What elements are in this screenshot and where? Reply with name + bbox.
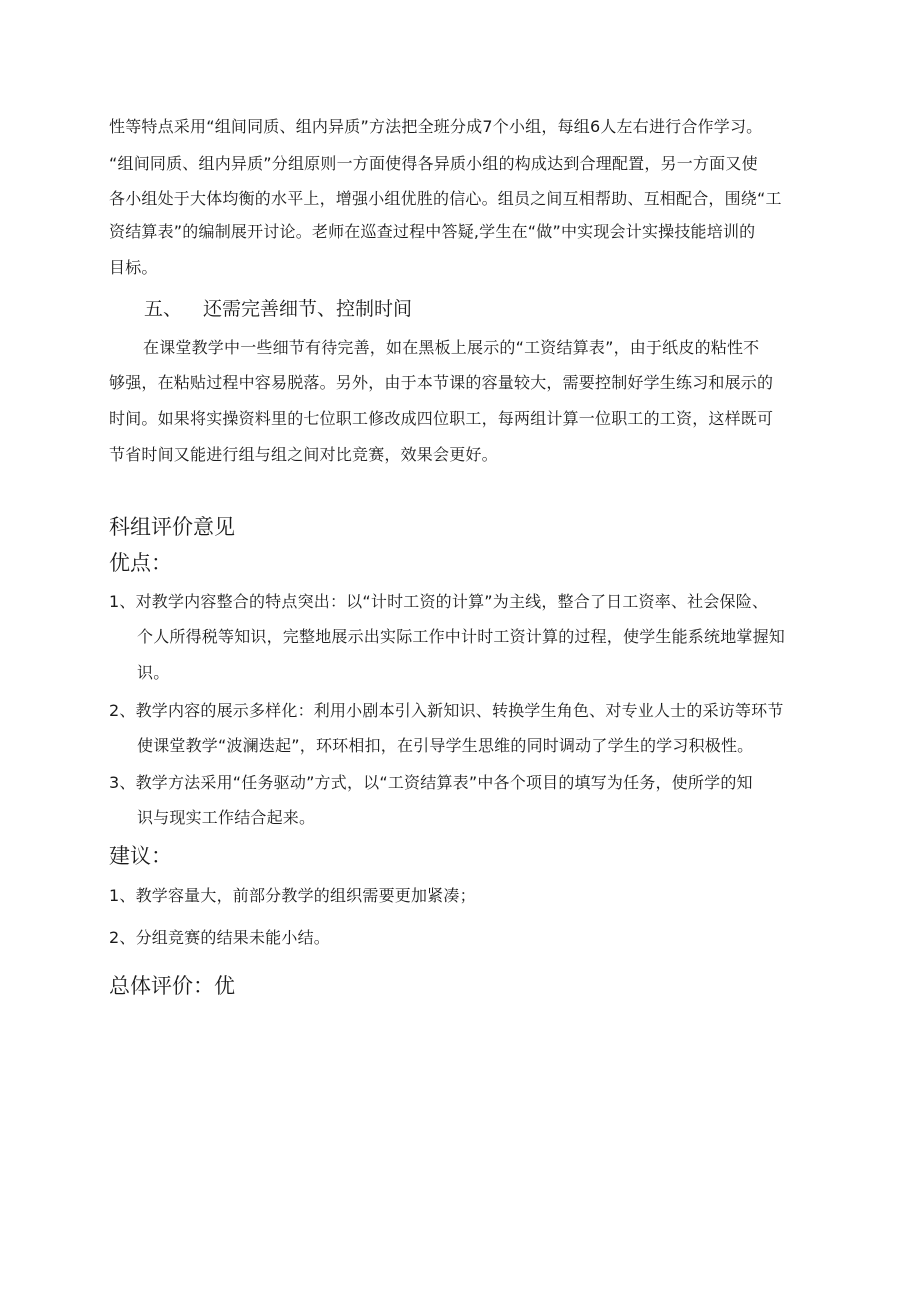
paragraph-line: 性等特点采用“组间同质、组内异质”方法把全班分成7个小组，每组6人左右进行合作学习。 bbox=[109, 117, 763, 136]
paragraph-line: 节省时间又能进行组与组之间对比竞赛，效果会更好。 bbox=[109, 445, 498, 464]
section-title: 还需完善细节、控制时间 bbox=[203, 298, 413, 320]
strengths-label: 优点： bbox=[109, 551, 172, 575]
list-item: 1、教学容量大，前部分教学的组织需要更加紧凑； bbox=[109, 886, 476, 905]
list-item: 3、教学方法采用“任务驱动”方式，以“工资结算表”中各个项目的填写为任务，使所学的知 bbox=[109, 773, 753, 792]
list-item: 2、教学内容的展示多样化：利用小剧本引入新知识、转换学生角色、对专业人士的采访等环节 bbox=[109, 701, 784, 720]
paragraph-line: 在课堂教学中一些细节有待完善，如在黑板上展示的“工资结算表”，由于纸皮的粘性不 bbox=[143, 338, 760, 357]
paragraph-line: “组间同质、组内异质”分组原则一方面使得各异质小组的构成达到合理配置，另一方面又使 bbox=[109, 154, 758, 173]
list-item-continuation: 个人所得税等知识，完整地展示出实际工作中计时工资计算的过程，使学生能系统地掌握知 bbox=[137, 627, 786, 646]
evaluation-title: 科组评价意见 bbox=[109, 515, 235, 539]
list-item-continuation: 使课堂教学“波澜迭起”，环环相扣，在引导学生思维的同时调动了学生的学习积极性。 bbox=[137, 736, 754, 755]
paragraph-line: 够强，在粘贴过程中容易脱落。另外，由于本节课的容量较大，需要控制好学生练习和展示的 bbox=[109, 373, 774, 392]
paragraph-line: 资结算表”的编制展开讨论。老师在巡查过程中答疑,学生在“做”中实现会计实操技能培训的 bbox=[109, 222, 756, 241]
suggestions-label: 建议： bbox=[109, 844, 172, 868]
paragraph-line: 各小组处于大体均衡的水平上，增强小组优胜的信心。组员之间互相帮助、互相配合，围绕“工 bbox=[109, 189, 782, 208]
paragraph-line: 时间。如果将实操资料里的七位职工修改成四位职工，每两组计算一位职工的工资，这样既可 bbox=[109, 409, 774, 428]
paragraph-line: 目标。 bbox=[109, 258, 158, 277]
list-item: 1、对教学内容整合的特点突出：以“计时工资的计算”为主线，整合了日工资率、社会保险、 bbox=[109, 592, 769, 611]
overall-evaluation: 总体评价：优 bbox=[109, 974, 235, 998]
list-item-continuation: 识。 bbox=[137, 663, 170, 682]
list-item-continuation: 识与现实工作结合起来。 bbox=[137, 808, 316, 827]
section-number: 五、 bbox=[144, 298, 183, 320]
list-item: 2、分组竞赛的结果未能小结。 bbox=[109, 928, 330, 947]
